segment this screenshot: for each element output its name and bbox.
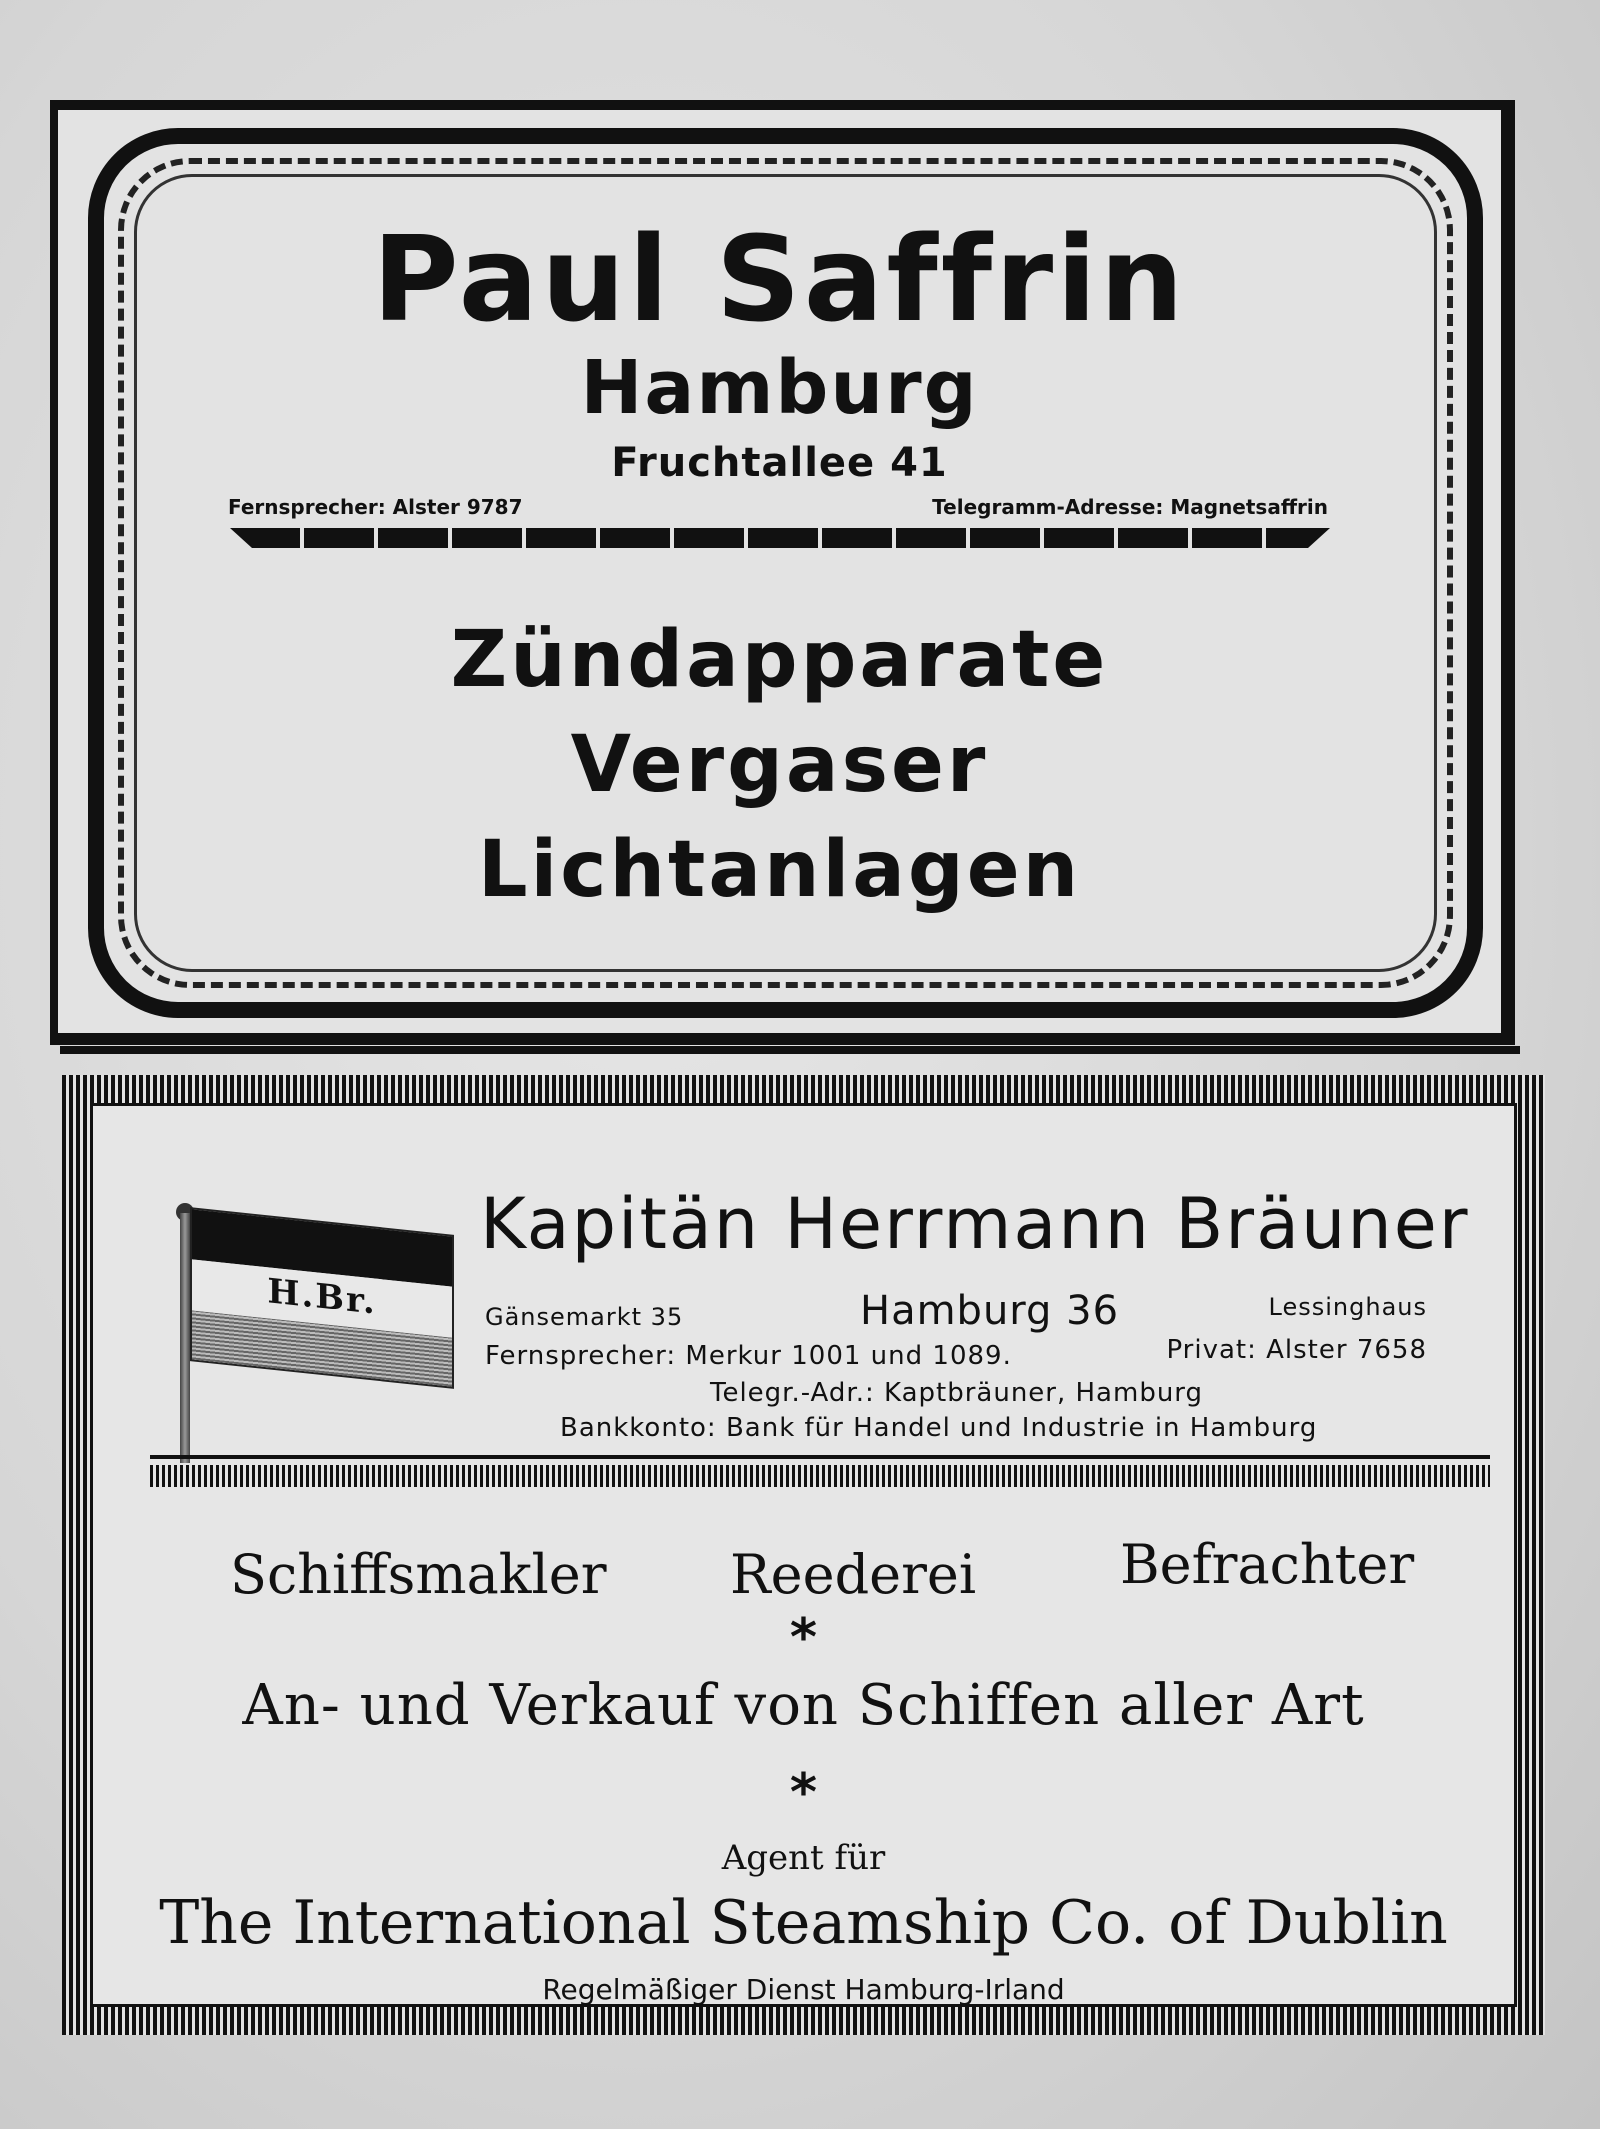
divider-rule bbox=[150, 1455, 1490, 1459]
ad-paul-saffrin bbox=[50, 100, 1515, 1045]
product-item: Zündapparate bbox=[450, 615, 1109, 705]
flagpole-icon bbox=[180, 1213, 190, 1463]
company-street: Fruchtallee 41 bbox=[611, 440, 948, 486]
building-name: Lessinghaus bbox=[1268, 1293, 1427, 1321]
product-item: Vergaser bbox=[570, 720, 989, 810]
bank-account: Bankkonto: Bank für Handel und Industrie in Hamburg bbox=[560, 1413, 1318, 1443]
product-item: Lichtanlagen bbox=[477, 825, 1082, 915]
phone-number: Fernsprecher: Merkur 1001 und 1089. bbox=[485, 1341, 1012, 1371]
phone-number: Fernsprecher: Alster 9787 bbox=[228, 495, 523, 519]
agency-company: The International Steamship Co. of Dublin bbox=[159, 1888, 1448, 1958]
company-city: Hamburg 36 bbox=[860, 1288, 1120, 1334]
company-name: Paul Saffrin bbox=[372, 210, 1187, 348]
ad1-bottom-rule bbox=[60, 1046, 1520, 1054]
telegram-address: Telegramm-Adresse: Magnetsaffrin bbox=[932, 495, 1328, 519]
service-route: Regelmäßiger Dienst Hamburg-Irland bbox=[542, 1973, 1065, 2006]
flag-monogram: H.Br. bbox=[267, 1270, 377, 1323]
agent-label: Agent für bbox=[721, 1838, 886, 1878]
asterisk-icon: * bbox=[789, 1763, 818, 1823]
telegram-address: Telegr.-Adr.: Kaptbräuner, Hamburg bbox=[710, 1378, 1204, 1408]
flag-icon bbox=[190, 1207, 454, 1389]
street-address: Gänsemarkt 35 bbox=[485, 1303, 684, 1331]
divider-hatch bbox=[150, 1465, 1490, 1487]
divider-rule bbox=[230, 528, 1330, 548]
service-item: Schiffsmakler bbox=[230, 1543, 607, 1606]
company-name: Kapitän Herrmann Bräuner bbox=[480, 1183, 1470, 1265]
service-item: Reederei bbox=[730, 1543, 977, 1606]
sale-line: An- und Verkauf von Schiffen aller Art bbox=[242, 1673, 1365, 1738]
ad-herrmann-braeuner bbox=[62, 1075, 1545, 2035]
company-city: Hamburg bbox=[580, 345, 979, 431]
service-item: Befrachter bbox=[1120, 1533, 1415, 1596]
private-phone: Privat: Alster 7658 bbox=[1166, 1335, 1427, 1365]
asterisk-icon: * bbox=[789, 1608, 818, 1668]
